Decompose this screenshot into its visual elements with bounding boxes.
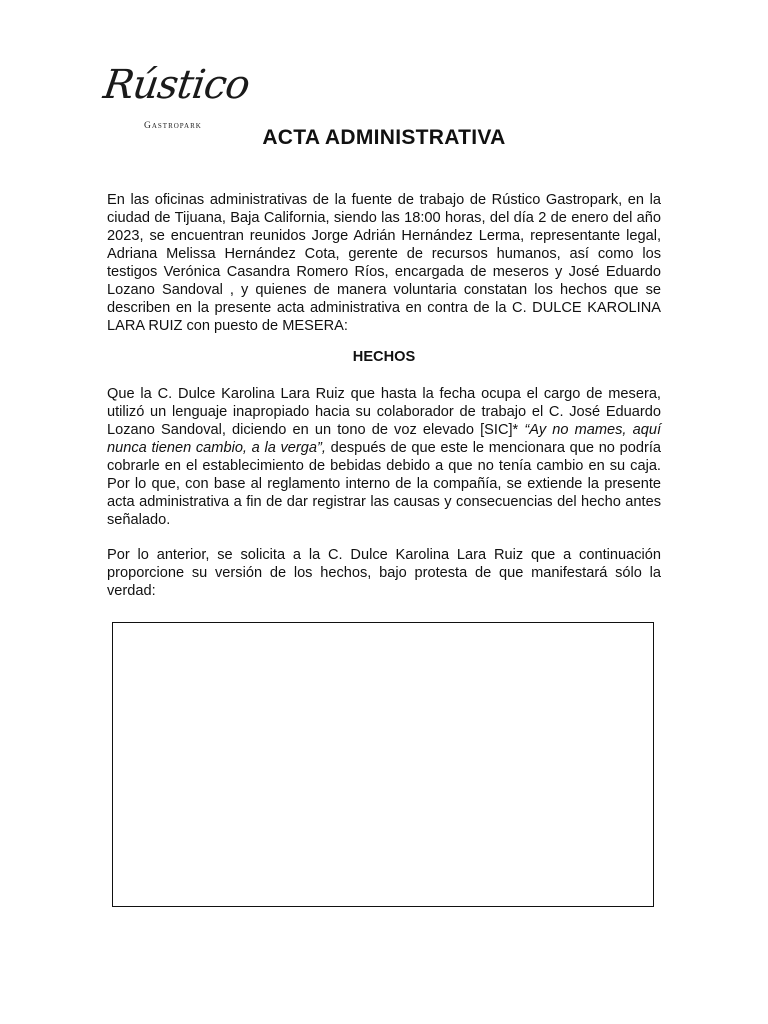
request-paragraph: Por lo anterior, se solicita a la C. Dulce Karolina Lara Ruiz que a continuación proporcione su versión de los hechos, bajo protesta de que manifestará sólo la verdad: [107, 547, 661, 599]
section-heading-hechos: HECHOS [352, 349, 416, 365]
facts-quote: “Ay no mames, aquí nunca tienen cambio, a la verga”, [107, 422, 661, 456]
facts-text-before-quote: Que la C. Dulce Karolina Lara Ruiz que hasta la fecha ocupa el cargo de mesera, utilizó un lenguaje inapropiado hacia su colaborador de trabajo el C. José Eduardo Lozano Sandoval, diciendo en un tono de voz elevado [SIC]* [107, 386, 661, 438]
facts-text-after-quote: después de que este le mencionara que no podría cobrarle en el establecimiento de bebidas debido a que no tenía cambio en su caja. Por lo que, con base al reglamento interno de la compañía, se extiende la presente acta administrativa a fin de dar registrar las causas y consecuencias del hecho antes señalado. [107, 440, 661, 528]
logo-script-text: Rústico [100, 62, 252, 108]
employee-statement-box[interactable] [112, 622, 654, 907]
document-title: ACTA ADMINISTRATIVA [262, 126, 506, 149]
facts-paragraph [107, 385, 661, 529]
intro-paragraph: En las oficinas administrativas de la fuente de trabajo de Rústico Gastropark, en la ciudad de Tijuana, Baja California, siendo las 18:00 horas, del día 2 de enero del año 2023, se encuentran reunidos Jorge Adrián Hernández Lerma, representante legal, Adriana Melissa Hernández Cota, gerente de recursos humanos, así como los testigos Verónica Casandra Romero Ríos, encargada de meseros y José Eduardo Lozano Sandoval , y quienes de manera voluntaria constatan los hechos que se describen en la presente acta administrativa en contra de la C. DULCE KAROLINA LARA RUIZ con puesto de MESERA: [107, 192, 661, 334]
logo-sub-text: Gastropark [144, 121, 202, 131]
